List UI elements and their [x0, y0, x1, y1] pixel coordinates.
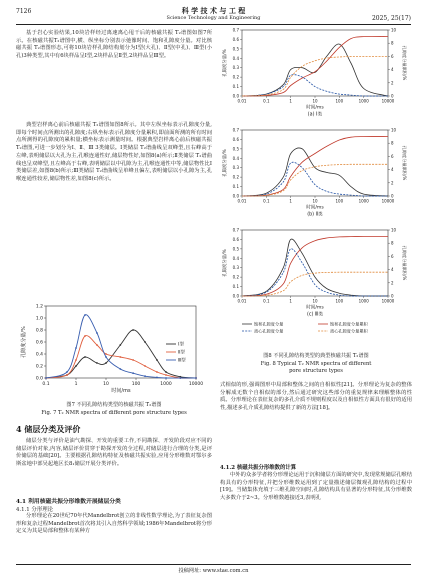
fig7-series-1-point	[105, 362, 107, 364]
fig8-panel-2-title: (b) Ⅱ类	[307, 212, 323, 218]
fig7-series-3-point	[195, 377, 197, 379]
fig7-ytick-label: 1.0	[35, 316, 43, 322]
fig7-legend-label-3: Ⅲ型	[178, 358, 186, 364]
fig8-panel-3-ytick-label: 0.7	[232, 227, 239, 233]
fig8-panel-1-cumulative-1	[242, 36, 388, 96]
fig8-panel-1-xtick-label: 0.01	[237, 98, 247, 104]
fig7-xlabel: 时间/ms	[111, 388, 131, 394]
fig8-panel-1-series-2	[242, 75, 388, 96]
left-paragraph-2: 典型岩样离心前后核磁共振 T₂谱图如图8所示。其中左纵坐标表示孔隙度分量,即每个时间点所测出的孔隙度;右纵坐标表示孔隙度分量累积,即前面所测的所有时间点所测得的孔隙度的累积量;横坐标表示测量时间。根据典型岩样离心前后核磁共振 T₂谱图,可进一步划分为Ⅰ、Ⅱ、Ⅲ 3类储层。Ⅰ类储层 T₂谱曲线呈双峰型,且右峰高于左峰,表明储层以大孔为主,孔喉连通性好,储层物性好,如图8(a)所示;Ⅱ类储层 T₂谱曲线也呈双峰型,且左峰高于右峰,表明储层以中孔隙为主,孔喉连通性中等,储层物性比Ⅰ类储层差,如图8(b)所示;Ⅲ类储层 T₂谱曲线呈单峰且偏左,表明储层以小孔隙为主,孔喉连通性较差,储层物性差,如图8(c)所示。	[16, 122, 212, 182]
fig8-panel-1-xtick-label: 10000	[381, 98, 395, 104]
fig7-series-1-point	[84, 356, 86, 358]
fig8-panel-3-ylabel-right: 孔隙度分量累积/%	[402, 245, 407, 281]
figure-8-caption-cn: 图8 不同孔隙结构类型的典型核磁共振 T₂谱图	[263, 353, 369, 359]
fig8-panel-3-xtick-label: 100	[335, 298, 344, 304]
fig7-series-1-point	[156, 359, 158, 361]
fig8-panel-2-ytick-label: 0.7	[232, 127, 239, 133]
fig7-xtick-label: 1	[74, 382, 78, 387]
fig7-series-3-point	[132, 372, 134, 374]
fig7-xtick-label: 10000	[188, 382, 204, 387]
fig7-series-3-point	[144, 375, 146, 377]
fig7-series-1-point	[165, 371, 167, 373]
fig8-panel-3-ytick-right-label: 2	[391, 280, 394, 286]
fig7-series-2-point	[119, 356, 121, 358]
fig8-panel-1-ytick-label: 0.7	[232, 27, 239, 33]
fig8-panel-1-ytick-right-label: 2	[391, 80, 394, 86]
fig8-panel-1-xlabel: 时间/ms	[306, 105, 324, 111]
fig8-panel-2-ytick-right-label: 2	[391, 180, 394, 186]
fig7-series-1-point	[75, 365, 77, 367]
fig7-series-1-point	[144, 341, 146, 343]
fig8-panel-2-xtick-label: 100	[335, 198, 344, 204]
fig8-panel-2-xlabel: 时间/ms	[306, 205, 324, 211]
fig8-panel-3-ytick-label: 0.1	[232, 284, 239, 290]
fig8-panel-2-ylabel: 孔隙度分量/%	[223, 149, 228, 177]
footer-rule	[16, 564, 411, 565]
fig7-series-3-point	[66, 371, 68, 373]
fig8-panel-2-ytick-label: 0.4	[232, 155, 239, 161]
fig8-panel-1-ytick-label: 0.0	[232, 93, 239, 99]
figure-8-caption-en-2: pore structure types	[289, 368, 343, 374]
subsubsection-heading-4-1-1: 4.1.1 分形理论	[16, 507, 53, 513]
fig7-series-2-point	[75, 359, 77, 361]
fig8-panel-3-xlabel: 时间/ms	[306, 305, 324, 311]
fig8-panel-2-ytick-label: 0.0	[232, 193, 239, 199]
fig8-panel-1-ytick-label: 0.4	[232, 55, 239, 61]
fig8-panel-1-xtick-label: 1	[289, 98, 292, 104]
footer-url: 投稿网址: www.stae.com.cn	[178, 568, 249, 574]
fig8-panel-2-ytick-right-label: 4	[391, 167, 394, 173]
fig8-panel-2-ytick-label: 0.1	[232, 184, 239, 190]
fig8-panel-1-xtick-label: 1000	[358, 98, 369, 104]
fig7-ylabel: 孔隙度分量/%	[21, 326, 27, 358]
fig8-panel-3-xtick-label: 10	[312, 298, 318, 304]
fig8-panel-1-series-1	[242, 44, 388, 96]
fig8-panel-1-xtick-label: 0.1	[263, 98, 270, 104]
left-paragraph-4: 分形理论在20世纪70年代Mandelbrot创立的非线性数学理论,为了表征复杂图形和复杂过程Mandelbrot首次将其引入自然科学领域;1986年Mandelbrot将分形定义为其是局部和整体有某种方	[16, 513, 212, 535]
fig8-panel-3-ytick-label: 0.4	[232, 255, 239, 261]
fig7-series-2-point	[156, 371, 158, 373]
fig8-panel-3-cumulative-1	[242, 237, 388, 296]
fig7-xtick-label: 10	[103, 382, 109, 387]
fig7-series-2-point	[96, 344, 98, 346]
fig8-panel-1-ytick-right-label: 8	[391, 40, 394, 46]
fig7-xtick-label: 100	[131, 382, 141, 387]
fig8-panel-1-ytick-label: 0.2	[232, 74, 239, 80]
fig8-panel-2-frame	[242, 130, 388, 196]
right-paragraph-1: 式相似的形,强调图形中局部和整体之间的自相似性[21]。分形理论为复杂的整体分解成无数个自相似的部分,然后通过研究这些部分的重复规律来理解整体的性质。分形理论在表征复杂的多孔介质不规则程度以及自相似性方面具有很好的适用性,描述多孔介质孔隙结构提供了新的方法[18]。	[220, 382, 412, 412]
fig8-panel-3-ytick-right-label: 4	[391, 267, 394, 273]
fig7-series-3-point	[75, 347, 77, 349]
figure-7-caption-en: Fig. 7 T₂ NMR spectra of different pore structure types	[41, 410, 187, 416]
fig8-panel-2-series-1	[242, 148, 388, 196]
fig8-legend-label-1: 饱和孔隙度分量	[254, 321, 284, 327]
fig8-panel-1-ytick-right-label: 10	[391, 27, 397, 33]
figure-7-chart	[16, 300, 212, 400]
fig8-panel-3-ytick-right-label: 0	[391, 293, 394, 299]
left-paragraph-3: 储层分类与评价是油气勘探、开发的重要工作,不同勘探、开发阶段对应不同的储层评价对象,内容,储层评价贯穿于勘探开发的全过程,对储层进行合理的分类,是评价储层的基础[20]。主要根据孔隙结构特征及核磁共振实验,应用分形维数对鄂尔多斯盆地中部吴起地区长8₁储层开展分类评价。	[16, 438, 212, 468]
fig8-panel-1-ytick-right-label: 0	[391, 93, 394, 99]
figure-8-caption-en-1: Fig. 8 Typical T₂ NMR spectra of different	[260, 361, 372, 367]
fig7-series-2-point	[105, 353, 107, 355]
fig8-panel-3-xtick-label: 1000	[358, 298, 369, 304]
fig7-series-2-point	[66, 374, 68, 376]
issue-info: 2025, 25(17)	[371, 15, 411, 22]
fig8-panel-1-ytick-right-label: 4	[391, 67, 394, 73]
fig8-panel-2-ytick-label: 0.6	[232, 136, 239, 142]
fig7-series-3-point	[165, 377, 167, 379]
fig8-panel-2-cumulative-2	[242, 164, 388, 196]
fig8-panel-2-xtick-label: 0.1	[263, 198, 270, 204]
fig7-ytick-label: 0.0	[35, 376, 43, 382]
fig7-xtick-label: 1000	[160, 382, 172, 387]
fig8-panel-2-ylabel-right: 孔隙度分量累积/%	[402, 145, 407, 181]
fig8-panel-3-title: (c) Ⅲ类	[306, 312, 324, 318]
fig7-series-3-point	[105, 356, 107, 358]
fig8-panel-1-ytick-label: 0.3	[232, 65, 239, 71]
fig8-panel-1-ytick-right-label: 6	[391, 53, 394, 59]
fig8-panel-3-ytick-right-label: 6	[391, 253, 394, 259]
fig8-panel-1-ytick-label: 0.6	[232, 36, 239, 42]
fig8-panel-2-xtick-label: 10000	[381, 198, 395, 204]
fig8-panel-1-ylabel: 孔隙度分量/%	[223, 49, 228, 77]
fig7-series-2-point	[132, 359, 134, 361]
fig7-series-3-point	[96, 332, 98, 334]
journal-title-en: Science Technology and Engineering	[166, 15, 261, 21]
fig8-panel-2-ytick-label: 0.3	[232, 165, 239, 171]
fig8-legend-label-4: 离心孔隙度分量累积	[330, 328, 368, 334]
subsubsection-heading-4-1-2: 4.1.2 核磁共振分形维数的计算	[220, 465, 297, 471]
fig7-series-2-point	[84, 335, 86, 337]
fig7-series-1-point	[96, 362, 98, 364]
fig7-xtick-label: 0.1	[42, 382, 50, 387]
journal-title-cn: 科 学 技 术 与 工 程	[181, 6, 246, 15]
fig7-series-2-point	[165, 374, 167, 376]
fig8-panel-3-ytick-label: 0.0	[232, 293, 239, 299]
fig8-panel-3-xtick-label: 1	[289, 298, 292, 304]
subsection-heading-4-1: 4.1 利用核磁共振分形维数开展储层分类	[16, 499, 121, 505]
fig8-panel-1-frame	[242, 30, 388, 96]
fig7-ytick-label: 1.2	[35, 304, 43, 310]
fig7-ytick-label: 0.4	[35, 352, 43, 358]
fig8-panel-2-cumulative-1	[242, 137, 388, 196]
fig8-panel-3-ytick-label: 0.2	[232, 274, 239, 280]
fig8-panel-3-xtick-label: 0.1	[263, 298, 270, 304]
fig8-panel-1-ytick-label: 0.5	[232, 46, 239, 52]
fig8-panel-3-ytick-right-label: 10	[391, 227, 397, 233]
fig8-panel-1-ytick-label: 0.1	[232, 84, 239, 90]
fig8-panel-1-xtick-label: 100	[335, 98, 344, 104]
fig8-panel-2-ytick-right-label: 8	[391, 140, 394, 146]
fig7-series-3-point	[45, 377, 47, 379]
fig8-panel-1-xtick-label: 10	[312, 98, 318, 104]
fig8-panel-3-ytick-label: 0.3	[232, 265, 239, 271]
fig8-panel-1-ylabel-right: 孔隙度分量累积/%	[402, 45, 407, 81]
fig8-panel-2-xtick-label: 1000	[358, 198, 369, 204]
fig8-panel-3-ytick-label: 0.6	[232, 236, 239, 242]
fig8-panel-3-series-1	[242, 239, 388, 296]
fig8-panel-2-xtick-label: 1	[289, 198, 292, 204]
fig8-panel-2-ytick-label: 0.2	[232, 174, 239, 180]
left-paragraph-1: 基于岩心实验结果,10块岩样经过离速离心甩干后的核磁共振 T₂谱图如图7所示。在核磁共振T₂谱图中,横、纵坐标分别表示弛豫时间、饱和孔隙度分量。对比核磁共振 T₂谱图形态,可将10块岩样孔隙结构划分为Ⅰ型(大孔)、Ⅱ型(中孔)、Ⅲ型(小孔)3种类型,其中有6块样品呈Ⅰ型,2块样品呈Ⅱ型,2块样品呈Ⅲ型。	[16, 30, 212, 60]
fig7-legend-label-2: Ⅱ型	[178, 350, 185, 356]
fig7-series-1-point	[119, 344, 121, 346]
page-number: 7126	[16, 8, 32, 15]
fig8-panel-2-ytick-right-label: 6	[391, 153, 394, 159]
fig7-ytick-label: 0.8	[35, 328, 43, 334]
section-heading-4: 4 储层分类及评价	[16, 424, 81, 434]
fig7-ytick-label: 0.6	[35, 340, 43, 346]
fig7-plot-frame	[46, 306, 196, 378]
right-paragraph-2: 中外的众多学者将分形理论运用于沉积储层方面的研究中,发现常规储层孔喉结构具有的分形特征,并把分形维数运用到了定量描述储层微观孔隙结构的过程中[19]。当储集体充填于三维孔隙空间时,孔隙结构具有显著的分形特征,其分形维数大多数介于2~3。分形维数越接近3,表明孔	[220, 472, 412, 502]
fig8-legend-label-3: 离心孔隙度分量	[254, 328, 284, 334]
fig7-series-3-point	[156, 377, 158, 379]
fig7-series-3-point	[84, 314, 86, 316]
fig7-legend-label-1: Ⅰ型	[178, 342, 184, 348]
figure-8-chart	[220, 26, 412, 350]
fig8-panel-2-ytick-label: 0.5	[232, 146, 239, 152]
fig8-panel-1-title: (a) Ⅰ类	[307, 112, 323, 118]
fig8-panel-3-frame	[242, 230, 388, 296]
fig8-panel-3-ylabel: 孔隙度分量/%	[223, 249, 228, 277]
fig7-series-2-point	[144, 365, 146, 367]
fig8-panel-3-xtick-label: 10000	[381, 298, 395, 304]
fig7-series-3-point	[119, 368, 121, 370]
fig8-panel-2-xtick-label: 0.01	[237, 198, 247, 204]
fig8-panel-3-xtick-label: 0.01	[237, 298, 247, 304]
fig8-panel-2-ytick-right-label: 10	[391, 127, 397, 133]
fig7-series-1-point	[132, 329, 134, 331]
header-rule	[16, 24, 411, 25]
fig7-series-3-point	[179, 377, 181, 379]
fig8-panel-3-ytick-label: 0.5	[232, 246, 239, 252]
figure-7-caption-cn: 图7 不同孔隙结构类型的核磁共振 T₂谱图	[66, 402, 162, 408]
fig8-panel-2-ytick-right-label: 0	[391, 193, 394, 199]
fig8-legend-label-2: 饱和孔隙度分量累积	[330, 321, 368, 327]
fig8-panel-2-xtick-label: 10	[312, 198, 318, 204]
fig7-ytick-label: 0.2	[35, 364, 43, 370]
fig8-panel-3-ytick-right-label: 8	[391, 240, 394, 246]
